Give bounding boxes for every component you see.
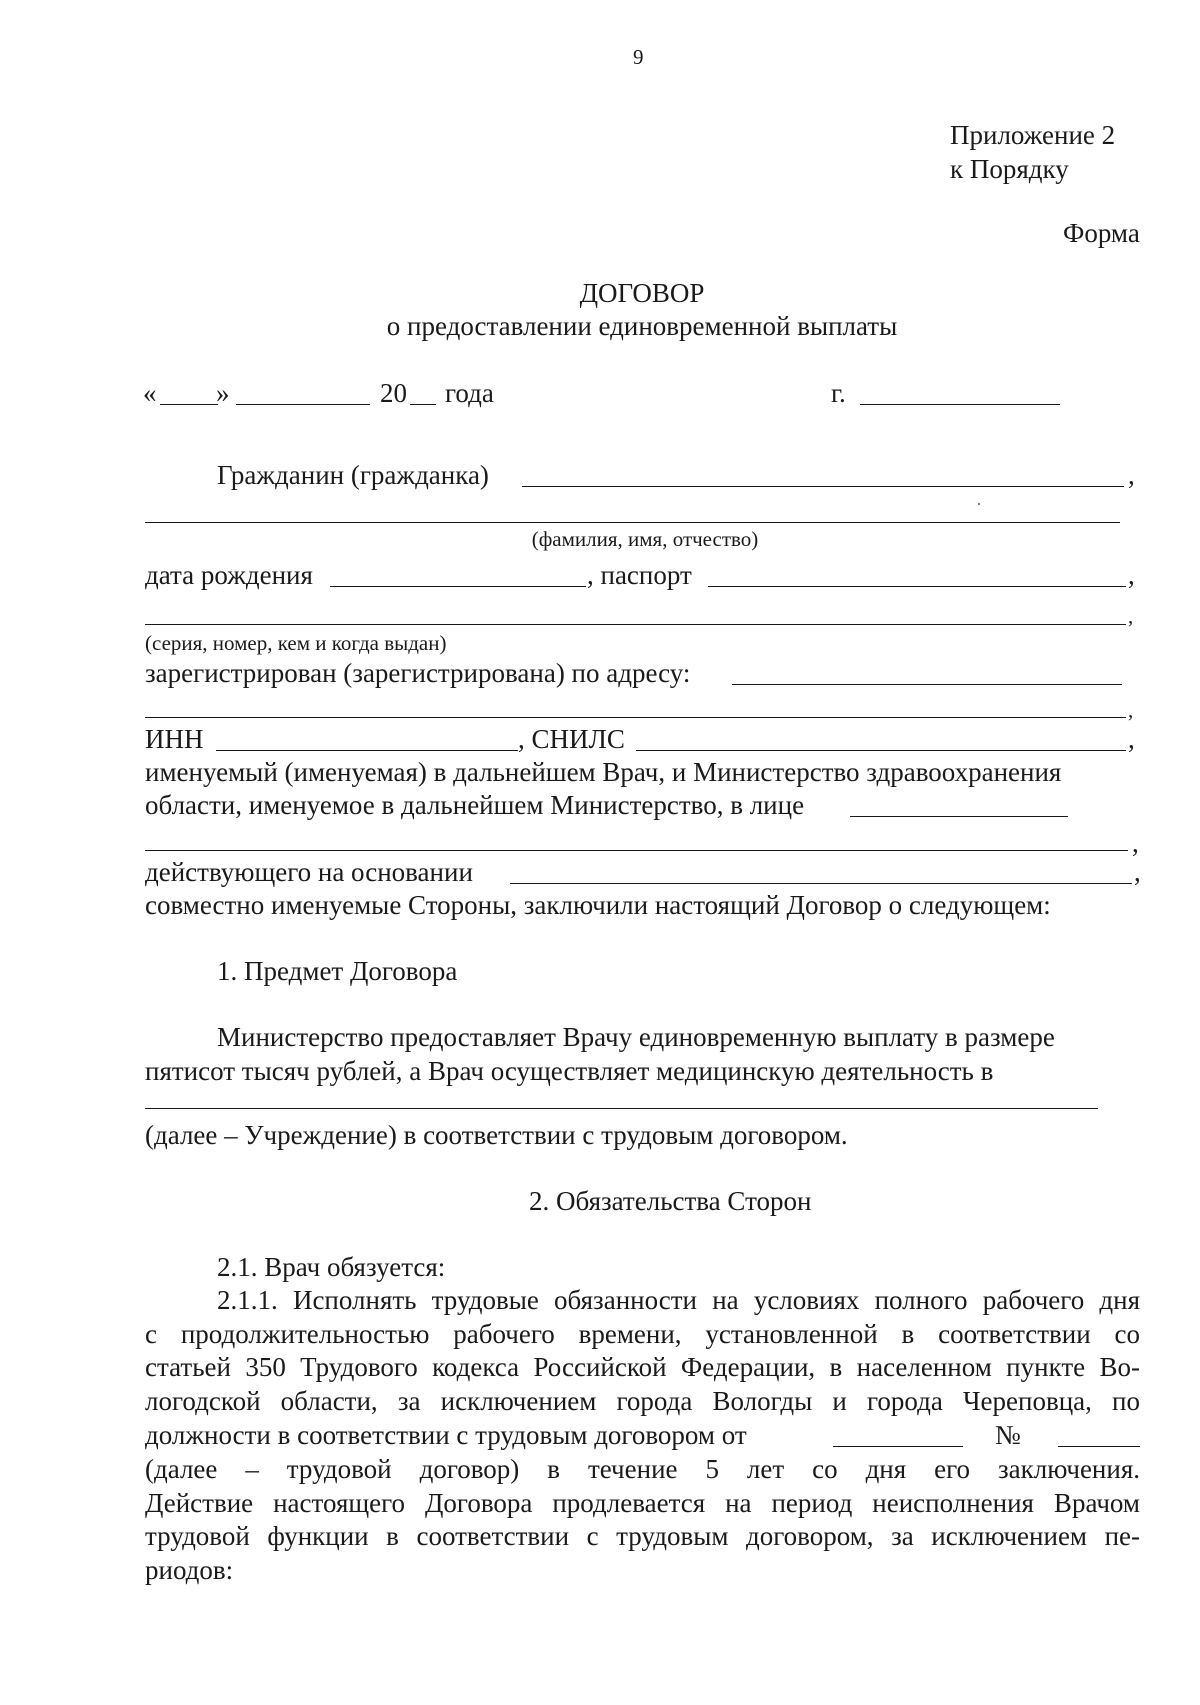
- institution-blank[interactable]: [145, 1108, 1098, 1109]
- document-subtitle: о предоставлении единовременной выплаты: [386, 311, 898, 341]
- passport-blank-2[interactable]: [145, 624, 1126, 625]
- appendix-reference: к Порядку: [950, 154, 1069, 184]
- inn-label: ИНН: [145, 724, 204, 754]
- item-2-1-1-line-4: логодской области, за исключением города Вологды и города Череповца, по: [145, 1386, 1140, 1416]
- scan-speck: [978, 503, 980, 505]
- ministry-line: области, именуемое в дальнейшем Министерство, в лице: [145, 790, 805, 820]
- passport-comma: ,: [1128, 560, 1135, 590]
- contract-number-blank[interactable]: [1058, 1446, 1140, 1447]
- section-1-paragraph-line-2: пятисот тысяч рублей, а Врач осуществляет медицинскую деятельность в: [145, 1056, 994, 1086]
- citizen-comma: ,: [1128, 460, 1135, 490]
- acting-basis-comma: ,: [1134, 857, 1141, 887]
- document-title: ДОГОВОР: [579, 278, 705, 308]
- named-doctor-line: именуемый (именуемая) в дальнейшем Врач, и Министерство здравоохранения: [145, 757, 1062, 787]
- item-2-1-1-line-8: трудовой функции в соответствии с трудовым договором, за исключением пе-: [145, 1521, 1140, 1551]
- citizen-name-blank-2[interactable]: [145, 522, 1120, 523]
- representative-blank[interactable]: [850, 816, 1068, 817]
- date-year-suffix: года: [445, 378, 494, 408]
- contract-from-label: должности в соответствии с трудовым договором от: [145, 1420, 747, 1450]
- section-1-heading: 1. Предмет Договора: [217, 956, 458, 986]
- fio-caption: (фамилия, имя, отчество): [531, 527, 759, 551]
- passport-label: , паспорт: [587, 560, 692, 590]
- acting-basis-label: действующего на основании: [145, 857, 473, 887]
- city-blank[interactable]: [860, 404, 1060, 405]
- snils-comma: ,: [1128, 724, 1135, 754]
- date-close-quote: »: [216, 378, 230, 408]
- passport-caption: (серия, номер, кем и когда выдан): [145, 631, 447, 655]
- inn-blank[interactable]: [216, 750, 518, 751]
- section-1-paragraph-line-1: Министерство предоставляет Врачу единовременную выплату в размере: [217, 1022, 1055, 1052]
- item-2-1-1-line-7: Действие настоящего Договора продлевается на период неисполнения Врачом: [145, 1488, 1140, 1518]
- passport-comma-2: ,: [1128, 604, 1134, 628]
- date-year-blank[interactable]: [410, 404, 436, 405]
- address-blank-2[interactable]: [145, 717, 1126, 718]
- contract-date-blank[interactable]: [833, 1446, 963, 1447]
- address-comma: ,: [1128, 698, 1134, 722]
- registered-label: зарегистрирован (зарегистрирована) по адресу:: [145, 658, 691, 688]
- item-2-1: 2.1. Врач обязуется:: [217, 1252, 446, 1282]
- representative-blank-2[interactable]: [145, 850, 1128, 851]
- birth-date-label: дата рождения: [145, 560, 313, 590]
- form-label: Форма: [1063, 218, 1140, 248]
- appendix-label: Приложение 2: [950, 120, 1116, 150]
- item-2-1-1-line-6: (далее – трудовой договор) в течение 5 лет со дня его заключения.: [145, 1454, 1140, 1484]
- date-month-blank[interactable]: [236, 404, 370, 405]
- snils-blank[interactable]: [636, 750, 1126, 751]
- item-2-1-1-line-3: статьей 350 Трудового кодекса Российской Федерации, в населенном пункте Во-: [145, 1352, 1140, 1382]
- number-sign: №: [995, 1420, 1021, 1450]
- passport-blank[interactable]: [708, 586, 1126, 587]
- birth-date-blank[interactable]: [330, 586, 586, 587]
- citizen-name-blank[interactable]: [522, 486, 1124, 487]
- item-2-1-1-line-1: 2.1.1. Исполнять трудовые обязанности на условиях полного рабочего дня: [217, 1285, 1140, 1315]
- section-1-paragraph-line-3: (далее – Учреждение) в соответствии с трудовым договором.: [145, 1120, 848, 1150]
- citizen-label: Гражданин (гражданка): [217, 460, 489, 490]
- representative-comma: ,: [1132, 828, 1139, 858]
- section-2-heading: 2. Обязательства Сторон: [529, 1186, 812, 1216]
- item-2-1-1-line-2: с продолжительностью рабочего времени, установленной в соответствии со: [145, 1319, 1140, 1349]
- city-prefix: г.: [831, 378, 846, 408]
- date-open-quote: «: [143, 378, 157, 408]
- parties-line: совместно именуемые Стороны, заключили настоящий Договор о следующем:: [145, 890, 1051, 920]
- address-blank[interactable]: [732, 684, 1122, 685]
- page-number: 9: [633, 45, 644, 69]
- item-2-1-1-line-9: риодов:: [145, 1555, 234, 1585]
- date-day-blank[interactable]: [160, 404, 218, 405]
- snils-label: , СНИЛС: [518, 724, 625, 754]
- date-year-prefix: 20: [380, 378, 407, 408]
- acting-basis-blank[interactable]: [510, 883, 1132, 884]
